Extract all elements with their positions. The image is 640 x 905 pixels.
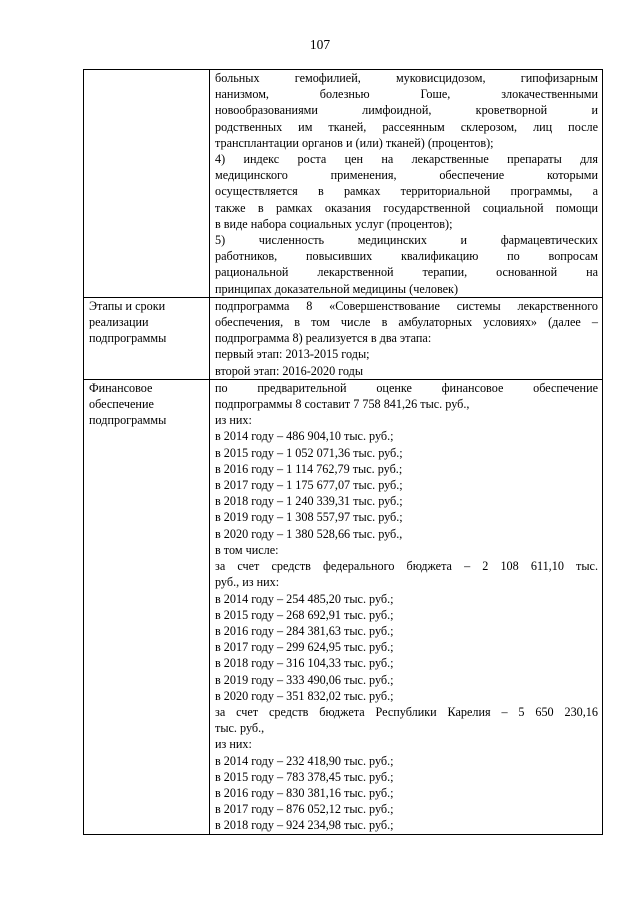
table-row	[84, 70, 603, 298]
content-line: 5) численность медицинских и фармацевтических	[215, 233, 598, 248]
content-line: также в рамках оказания государственной социальной помощи	[215, 200, 598, 215]
table-row	[84, 379, 603, 834]
content-line: в 2016 году – 1 114 762,79 тыс. руб.;	[215, 461, 403, 476]
row-label-line: Финансовое	[89, 380, 153, 395]
content-line: подпрограммы 8 составит 7 758 841,26 тыс. руб.,	[215, 397, 470, 412]
row-label-cell	[84, 70, 210, 298]
content-line: в 2015 году – 268 692,91 тыс. руб.;	[215, 607, 394, 622]
content-line: в 2019 году – 1 308 557,97 тыс. руб.;	[215, 510, 403, 525]
content-line: нанизмом, болезнью Гоше, злокачественными	[215, 87, 598, 102]
content-line: в 2017 году – 299 624,95 тыс. руб.;	[215, 640, 394, 655]
content-line: второй этап: 2016-2020 годы	[215, 363, 364, 378]
row-content-cell	[210, 297, 603, 379]
content-line: за счет средств бюджета Республики Карелия – 5 650 230,16	[215, 704, 598, 719]
content-line: новообразованиями лимфоидной, кроветворной и	[215, 103, 598, 118]
content-line: обеспечения, в том числе в амбулаторных условиях» (далее –	[215, 315, 598, 330]
row-label-line: подпрограммы	[89, 331, 167, 346]
content-line: работников, повысивших квалификацию по вопросам	[215, 249, 598, 264]
content-line: в 2014 году – 232 418,90 тыс. руб.;	[215, 753, 394, 768]
content-line: в том числе:	[215, 542, 279, 557]
content-line: родственных им тканей, рассеянным склерозом, лиц после	[215, 119, 598, 134]
content-line: в 2019 году – 333 490,06 тыс. руб.;	[215, 672, 394, 687]
row-label-cell	[84, 297, 210, 379]
subprogram-passport-table	[83, 69, 603, 835]
content-line: принципах доказательной медицины (человек)	[215, 281, 459, 296]
content-line: первый этап: 2013-2015 годы;	[215, 347, 370, 362]
content-line: за счет средств федерального бюджета – 2 108 611,10 тыс.	[215, 559, 598, 574]
content-line: в 2020 году – 1 380 528,66 тыс. руб.,	[215, 526, 403, 541]
row-label-line: Этапы и сроки	[89, 298, 166, 313]
content-line: в 2018 году – 1 240 339,31 тыс. руб.;	[215, 494, 403, 509]
content-line: в 2016 году – 284 381,63 тыс. руб.;	[215, 623, 394, 638]
content-line: в 2014 году – 486 904,10 тыс. руб.;	[215, 429, 394, 444]
content-line: в 2017 году – 876 052,12 тыс. руб.;	[215, 802, 394, 817]
content-line: по предварительной оценке финансовое обеспечение	[215, 380, 598, 395]
row-label-line: подпрограммы	[89, 413, 167, 428]
content-line: в 2016 году – 830 381,16 тыс. руб.;	[215, 785, 394, 800]
content-line: осуществляется в рамках территориальной программы, а	[215, 184, 598, 199]
content-line: тыс. руб.,	[215, 721, 265, 736]
content-line: из них:	[215, 737, 252, 752]
content-line: в 2014 году – 254 485,20 тыс. руб.;	[215, 591, 394, 606]
content-line: рациональной лекарственной терапии, основанной на	[215, 265, 598, 280]
content-line: трансплантации органов и (или) тканей) (процентов);	[215, 135, 494, 150]
content-line: в 2018 году – 316 104,33 тыс. руб.;	[215, 656, 394, 671]
content-line: руб., из них:	[215, 575, 280, 590]
content-line: в 2017 году – 1 175 677,07 тыс. руб.;	[215, 478, 403, 493]
row-content-cell	[210, 70, 603, 298]
content-line: подпрограмма 8) реализуется в два этапа:	[215, 331, 432, 346]
content-line: в 2018 году – 924 234,98 тыс. руб.;	[215, 818, 394, 833]
content-line: медицинского применения, обеспечение которыми	[215, 168, 598, 183]
table-row	[84, 297, 603, 379]
content-line: в 2015 году – 1 052 071,36 тыс. руб.;	[215, 445, 403, 460]
row-label-line: реализации	[89, 315, 149, 330]
content-line: больных гемофилией, муковисцидозом, гипофизарным	[215, 71, 598, 85]
content-line: из них:	[215, 413, 252, 428]
content-line: 4) индекс роста цен на лекарственные препараты для	[215, 152, 598, 167]
row-label-cell	[84, 379, 210, 834]
content-line: в виде набора социальных услуг (процентов);	[215, 216, 453, 231]
content-line: подпрограмма 8 «Совершенствование системы лекарственного	[215, 298, 598, 313]
content-line: в 2015 году – 783 378,45 тыс. руб.;	[215, 769, 394, 784]
content-line: в 2020 году – 351 832,02 тыс. руб.;	[215, 688, 394, 703]
row-label-line: обеспечение	[89, 397, 154, 412]
page-number: 107	[309, 37, 331, 52]
row-content-cell	[210, 379, 603, 834]
